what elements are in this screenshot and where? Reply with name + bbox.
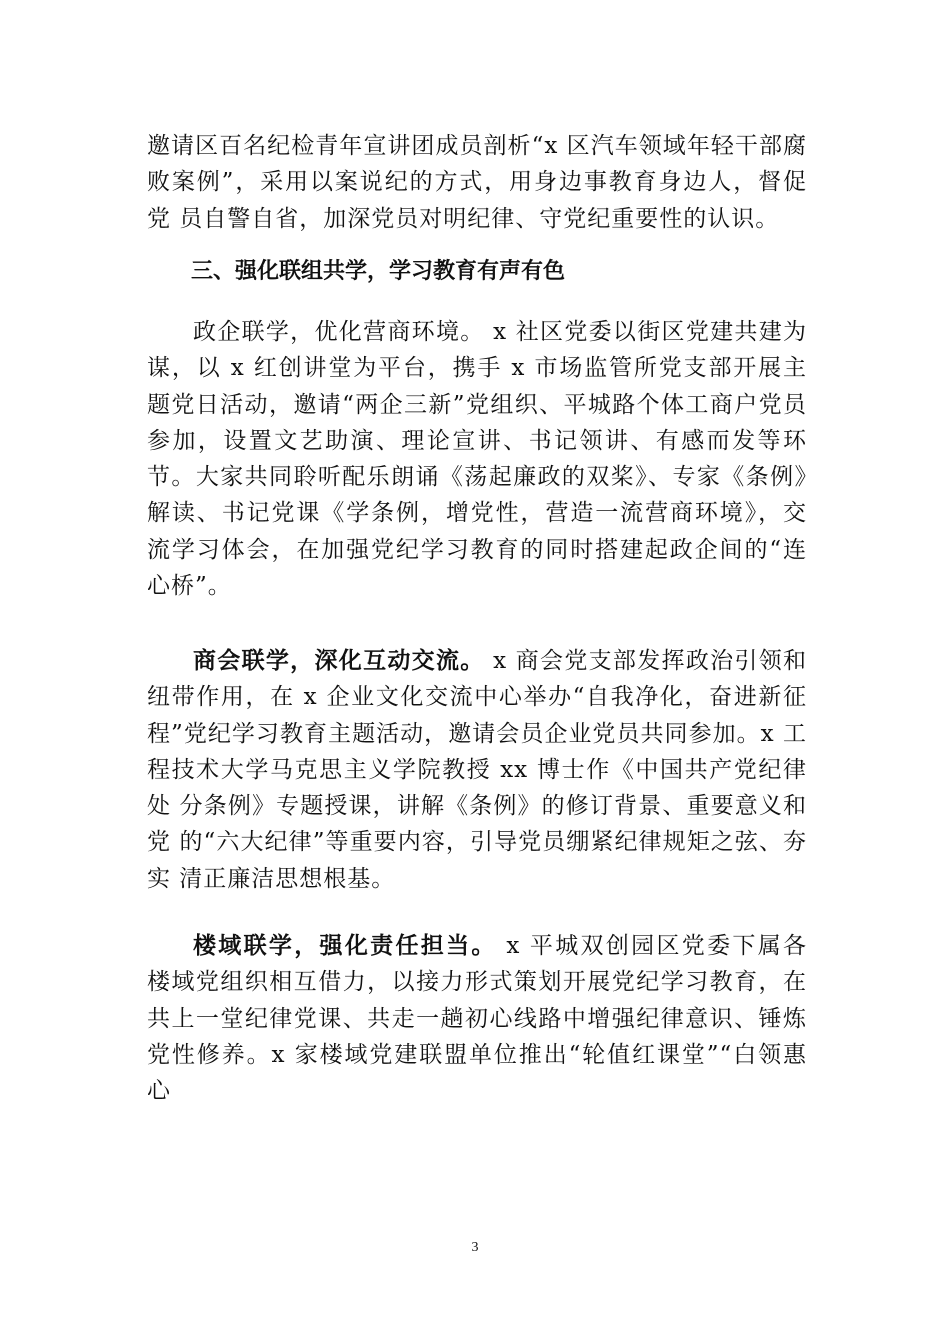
paragraph-government-enterprise: 政企联学，优化营商环境。 x 社区党委以街区党建共建为谋，以 x 红创讲堂为平台，携手 x 市场监管所党支部开展主题党日活动，邀请“两企三新”党组织、平城路个体工商户党员参加，设置文艺助演、理论宣讲、书记领讲、有感而发等环节。大家共同聆听配乐朗诵《荡起廉政的双桨》、专家《条例》解读、书记党课《学条例，增党性，营造一流营商环境》，交流学习体会，在加强党纪学习教育的同时搭建起政企间的“连心桥”。 — [147, 319, 807, 600]
page-number: 3 — [471, 1240, 479, 1255]
paragraph-body-chamber: x 商会党支部发挥政治引领和纽带作用，在 x 企业文化交流中心举办“自我净化，奋进新征 程”党纪学习教育主题活动，邀请会员企业党员共同参加。x 工 程技术大学马克思主义学院教授 xx 博士作《中国共产党纪律处 分条例》专题授课，讲解《条例》的修订背景、重要意义和党 的“六大纪律”等重要内容，引导党员绷紧纪律规矩之弦、夯实 清正廉洁思想根基。 — [147, 648, 808, 892]
section-heading: 三、强化联组共学，学习教育有声有色 — [191, 259, 566, 284]
paragraph-building-area — [147, 928, 807, 1109]
paragraph-lead-chamber: 商会联学，深化互动交流。 — [193, 648, 485, 674]
paragraph-chamber-of-commerce — [147, 643, 807, 897]
paragraph-case-study: 邀请区百名纪检青年宣讲团成员剖析“x 区汽车领域年轻干部腐 败案例”，采用以案说纪的方式，用身边事教育身边人，督促党 员自警自省，加深党员对明纪律、守党纪重要性的认识。 — [147, 133, 807, 232]
paragraph-body-building: x 平城双创园区党委下属各 楼域党组织相互借力，以接力形式策划开展党纪学习教育，在 共上一堂纪律党课、共走一趟初心线路中增强纪律意识、锤炼 党性修养。x 家楼域党建联盟单位推出“轮值红课堂”“白领惠心 — [147, 933, 807, 1105]
paragraph-lead-building: 楼域联学，强化责任担当。 — [193, 933, 497, 959]
